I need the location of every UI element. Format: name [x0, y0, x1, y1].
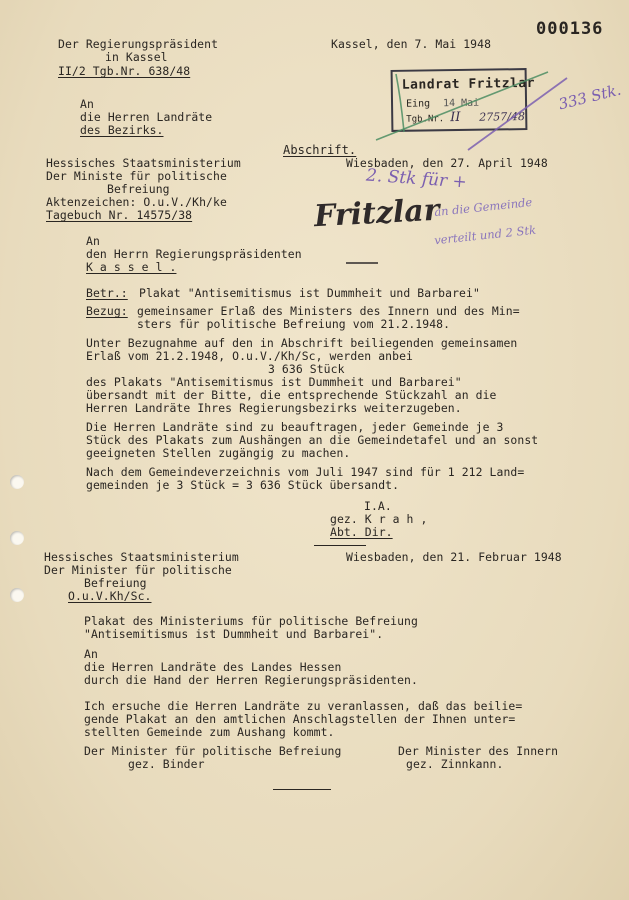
document-number: 000136 — [536, 19, 604, 39]
signature-title-left: Der Minister für politische Befreiung — [84, 744, 342, 758]
bezug-label: Bezug: — [86, 304, 128, 318]
abschrift-title: Abschrift. — [283, 143, 357, 157]
paragraph-line: Unter Bezugnahme auf den in Abschrift beiliegenden gemeinsamen — [86, 336, 518, 350]
betr-text: Plakat "Antisemitismus ist Dummheit und Barbarei" — [139, 286, 480, 300]
ministry-line: Der Minister für politische — [44, 563, 232, 577]
signature-title-right: Der Minister des Innern — [398, 744, 559, 758]
stamp-title: Landrat Fritzlar — [401, 75, 536, 93]
recipient-line: die Herren Landräte — [80, 110, 213, 124]
signature-line: I.A. — [364, 499, 392, 513]
handwritten-note: 2. Stk für + — [365, 165, 468, 193]
subject-line: "Antisemitismus ist Dummheit und Barbarei". — [84, 627, 384, 641]
stamp-eing-label: Eing — [405, 98, 431, 110]
paragraph-line: Ich ersuche die Herren Landräte zu veranlassen, daß das beilie= — [84, 699, 523, 713]
paragraph-line: Herren Landräte Ihres Regierungsbezirks weiterzugeben. — [86, 401, 462, 415]
paragraph-line: geeigneten Stellen zugängig zu machen. — [86, 446, 351, 460]
signature-name-left: gez. Binder — [128, 757, 205, 771]
addressee-line: den Herrn Regierungspräsidenten — [86, 247, 302, 261]
addressee-line: durch die Hand der Herren Regierungspräsidenten. — [84, 673, 418, 687]
signature-name-right: gez. Zinnkann. — [406, 757, 504, 771]
erlass-reference: O.u.V.Kh/Sc. — [68, 589, 152, 603]
paragraph-line: Erlaß vom 21.2.1948, O.u.V./Kh/Sc, werden anbei — [86, 349, 414, 363]
betr-label: Betr.: — [86, 286, 128, 300]
ministry-line: Hessisches Staatsministerium — [46, 156, 241, 170]
paragraph-line: Nach dem Gemeindeverzeichnis vom Juli 1947 sind für 1 212 Land= — [86, 465, 525, 479]
aktenzeichen: Aktenzeichen: O.u.V./Kh/ke — [46, 195, 227, 209]
stamp-tgb-number: 2757/48 — [479, 110, 526, 124]
erlass-place-date: Wiesbaden, den 21. Februar 1948 — [346, 550, 562, 564]
recipient-line: An — [80, 97, 94, 111]
reference-number: II/2 Tgb.Nr. 638/48 — [58, 64, 191, 78]
paragraph-line: gemeinden je 3 Stück = 3 636 Stück übersandt. — [86, 478, 400, 492]
sender-line: in Kassel — [105, 50, 168, 64]
ministry-line: Hessisches Staatsministerium — [44, 550, 239, 564]
signature-line: gez. K r a h , — [330, 512, 428, 526]
stamp-eing-date: 14 Mai — [442, 97, 480, 110]
paragraph-line: Die Herren Landräte sind zu beauftragen, jeder Gemeinde je 3 — [86, 420, 504, 434]
bezug-text: gemeinsamer Erlaß des Ministers des Innern und des Min= — [137, 304, 520, 318]
recipient-line: des Bezirks. — [80, 123, 164, 137]
handwritten-note: an die Gemeinde — [433, 194, 533, 220]
sender-line: Der Regierungspräsident — [58, 37, 219, 51]
stamp-tgb-roman: II — [450, 109, 461, 126]
paragraph-line: stellten Gemeinde zum Aushang kommt. — [84, 725, 335, 739]
addressee-line: An — [86, 234, 100, 248]
stamp-tgb-label: Tgb.Nr. — [406, 114, 445, 125]
paragraph-line: des Plakats "Antisemitismus ist Dummheit und Barbarei" — [86, 375, 462, 389]
subject-line: Plakat des Ministeriums für politische Befreiung — [84, 614, 418, 628]
paragraph-line: gende Plakat an den amtlichen Anschlagstellen der Ihnen unter= — [84, 712, 516, 726]
paragraph-line: Stück des Plakats zum Aushängen an die Gemeindetafel und an sonst — [86, 433, 539, 447]
abschrift-place-date: Wiesbaden, den 27. April 1948 — [346, 156, 548, 170]
bezug-text: sters für politische Befreiung vom 21.2.1948. — [137, 317, 451, 331]
addressee-line: K a s s e l . — [86, 260, 177, 274]
handwritten-fritzlar: Fritzlar — [313, 192, 441, 235]
handwritten-note: verteilt und 2 Stk — [433, 222, 537, 248]
addressee-line: An — [84, 647, 98, 661]
ministry-line: Der Ministe für politische — [46, 169, 227, 183]
signature-line: Abt. Dir. — [330, 525, 393, 539]
addressee-line: die Herren Landräte des Landes Hessen — [84, 660, 342, 674]
paragraph-line: übersandt mit der Bitte, die entsprechende Stückzahl an die — [86, 388, 497, 402]
ministry-line: Befreiung — [107, 182, 170, 196]
place-date: Kassel, den 7. Mai 1948 — [331, 37, 492, 51]
margin-note: 333 Stk. — [556, 80, 623, 114]
tagebuch-number: Tagebuch Nr. 14575/38 — [46, 208, 193, 222]
ministry-line: Befreiung — [84, 576, 147, 590]
paragraph-line: 3 636 Stück — [268, 362, 345, 376]
